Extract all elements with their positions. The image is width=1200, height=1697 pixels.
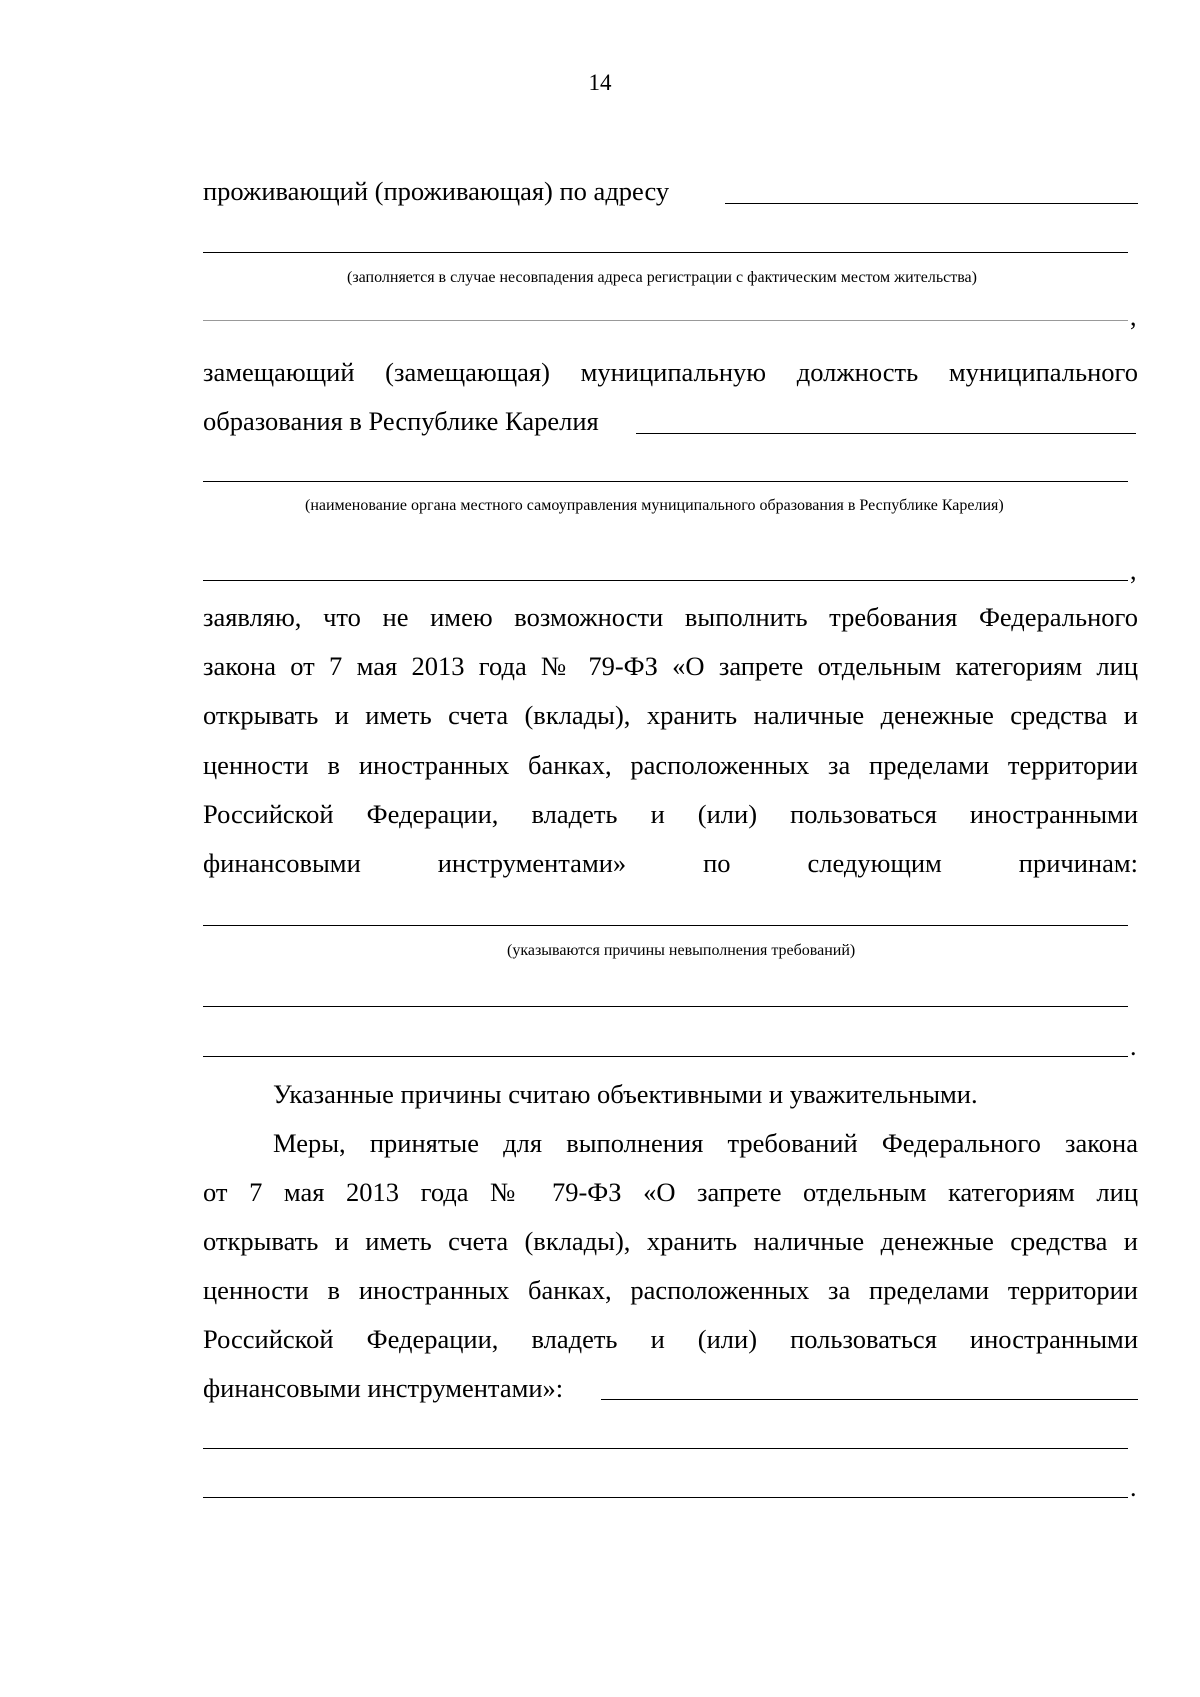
period-mark-2: . bbox=[1130, 1473, 1137, 1502]
address-fill-line[interactable] bbox=[725, 203, 1138, 204]
reasons-fill-line-2[interactable] bbox=[203, 1006, 1128, 1007]
caption-address: (заполняется в случае несовпадения адреса регистрации с фактическим местом жительства) bbox=[347, 269, 977, 286]
caption-reasons: (указываются причины невыполнения требований) bbox=[507, 942, 856, 959]
statement-line: Российской Федерации, владеть и (или) пользоваться иностранными bbox=[203, 799, 1138, 829]
page-number: 14 bbox=[588, 70, 612, 95]
statement-line: ценности в иностранных банках, расположенных за пределами территории bbox=[203, 750, 1138, 780]
position-line-2: образования в Республике Карелия bbox=[203, 406, 599, 436]
measures-line: Меры, принятые для выполнения требований Федерального закона bbox=[273, 1128, 1138, 1158]
measures-line: ценности в иностранных банках, расположенных за пределами территории bbox=[203, 1275, 1138, 1305]
measures-fill-line-3[interactable] bbox=[203, 1497, 1128, 1498]
comma-mark-2: , bbox=[1130, 556, 1137, 585]
caption-body: (наименование органа местного самоуправления муниципального образования в Республике Карелия) bbox=[305, 497, 1004, 514]
measures-line: от 7 мая 2013 года № 79-ФЗ «О запрете отдельным категориям лиц bbox=[203, 1177, 1138, 1207]
comma-mark: , bbox=[1130, 302, 1137, 331]
body-fill-line-2[interactable] bbox=[203, 580, 1128, 581]
body-fill-line[interactable] bbox=[203, 481, 1128, 482]
address-fill-line-2[interactable] bbox=[203, 252, 1128, 253]
period-mark: . bbox=[1130, 1032, 1137, 1061]
position-fill-line[interactable] bbox=[636, 433, 1136, 434]
address-fill-line-3[interactable] bbox=[203, 320, 1128, 321]
objective-line: Указанные причины считаю объективными и уважительными. bbox=[273, 1079, 978, 1109]
measures-fill-line[interactable] bbox=[601, 1399, 1138, 1400]
position-line-1: замещающий (замещающая) муниципальную должность муниципального bbox=[203, 357, 1138, 387]
statement-line: закона от 7 мая 2013 года № 79-ФЗ «О запрете отдельным категориям лиц bbox=[203, 651, 1138, 681]
address-label: проживающий (проживающая) по адресу bbox=[203, 176, 670, 206]
measures-line: Российской Федерации, владеть и (или) пользоваться иностранными bbox=[203, 1324, 1138, 1354]
measures-fill-line-2[interactable] bbox=[203, 1448, 1128, 1449]
reasons-fill-line-3[interactable] bbox=[203, 1056, 1128, 1057]
statement-line: финансовыми инструментами» по следующим причинам: bbox=[203, 848, 1138, 878]
measures-line: открывать и иметь счета (вклады), хранить наличные денежные средства и bbox=[203, 1226, 1138, 1256]
statement-line: открывать и иметь счета (вклады), хранить наличные денежные средства и bbox=[203, 700, 1138, 730]
measures-last-line: финансовыми инструментами»: bbox=[203, 1373, 564, 1403]
reasons-fill-line[interactable] bbox=[203, 925, 1128, 926]
statement-line: заявляю, что не имею возможности выполнить требования Федерального bbox=[203, 602, 1138, 632]
